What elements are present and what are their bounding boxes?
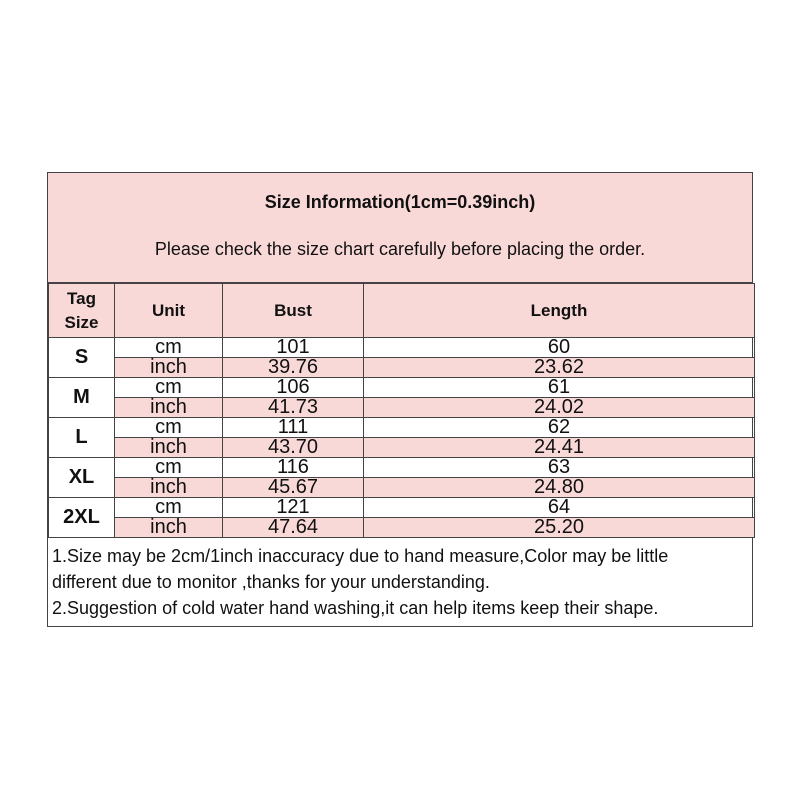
notes — [48, 537, 752, 626]
length-inch: 25.20 — [364, 518, 755, 538]
length-cm: 61 — [364, 378, 755, 398]
unit-inch: inch — [115, 518, 223, 538]
header-tag-size — [49, 284, 115, 338]
length-inch: 24.41 — [364, 438, 755, 458]
size-chart — [47, 172, 753, 627]
table-row — [49, 478, 755, 498]
table-body — [49, 338, 755, 538]
table-row — [49, 378, 755, 398]
bust-inch: 41.73 — [223, 398, 364, 418]
table-row — [49, 498, 755, 518]
unit-inch: inch — [115, 358, 223, 378]
bust-inch: 47.64 — [223, 518, 364, 538]
size-label: L — [49, 418, 115, 458]
length-cm: 64 — [364, 498, 755, 518]
bust-inch: 39.76 — [223, 358, 364, 378]
bust-inch: 45.67 — [223, 478, 364, 498]
bust-cm: 116 — [223, 458, 364, 478]
unit-cm: cm — [115, 378, 223, 398]
header-unit: Unit — [115, 284, 223, 338]
note-line-2: different due to monitor ,thanks for your understanding. — [52, 572, 490, 592]
table-row — [49, 398, 755, 418]
size-label: M — [49, 378, 115, 418]
size-table — [48, 283, 755, 538]
note-line-3: 2.Suggestion of cold water hand washing,it can help items keep their shape. — [52, 598, 659, 618]
header-bust: Bust — [223, 284, 364, 338]
bust-cm: 106 — [223, 378, 364, 398]
length-cm: 60 — [364, 338, 755, 358]
table-row — [49, 458, 755, 478]
size-label: 2XL — [49, 498, 115, 538]
bust-cm: 101 — [223, 338, 364, 358]
size-info-header — [48, 173, 752, 283]
length-cm: 63 — [364, 458, 755, 478]
table-row — [49, 418, 755, 438]
table-row — [49, 358, 755, 378]
unit-inch: inch — [115, 438, 223, 458]
size-info-subtitle: Please check the size chart carefully before placing the order. — [154, 239, 646, 259]
table-row — [49, 518, 755, 538]
unit-inch: inch — [115, 478, 223, 498]
length-inch: 24.80 — [364, 478, 755, 498]
unit-inch: inch — [115, 398, 223, 418]
unit-cm: cm — [115, 498, 223, 518]
unit-cm: cm — [115, 418, 223, 438]
bust-cm: 111 — [223, 418, 364, 438]
table-row — [49, 438, 755, 458]
table-row — [49, 338, 755, 358]
bust-inch: 43.70 — [223, 438, 364, 458]
size-label: S — [49, 338, 115, 378]
header-tag-size-line2: Size — [64, 312, 99, 332]
size-info-title: Size Information(1cm=0.39inch) — [264, 192, 536, 212]
header-length: Length — [364, 284, 755, 338]
table-header-row — [49, 284, 755, 338]
length-inch: 24.02 — [364, 398, 755, 418]
note-line-1: 1.Size may be 2cm/1inch inaccuracy due to hand measure,Color may be little — [52, 546, 669, 566]
length-cm: 62 — [364, 418, 755, 438]
header-tag-size-line1: Tag — [67, 288, 96, 308]
bust-cm: 121 — [223, 498, 364, 518]
unit-cm: cm — [115, 338, 223, 358]
unit-cm: cm — [115, 458, 223, 478]
size-label: XL — [49, 458, 115, 498]
length-inch: 23.62 — [364, 358, 755, 378]
